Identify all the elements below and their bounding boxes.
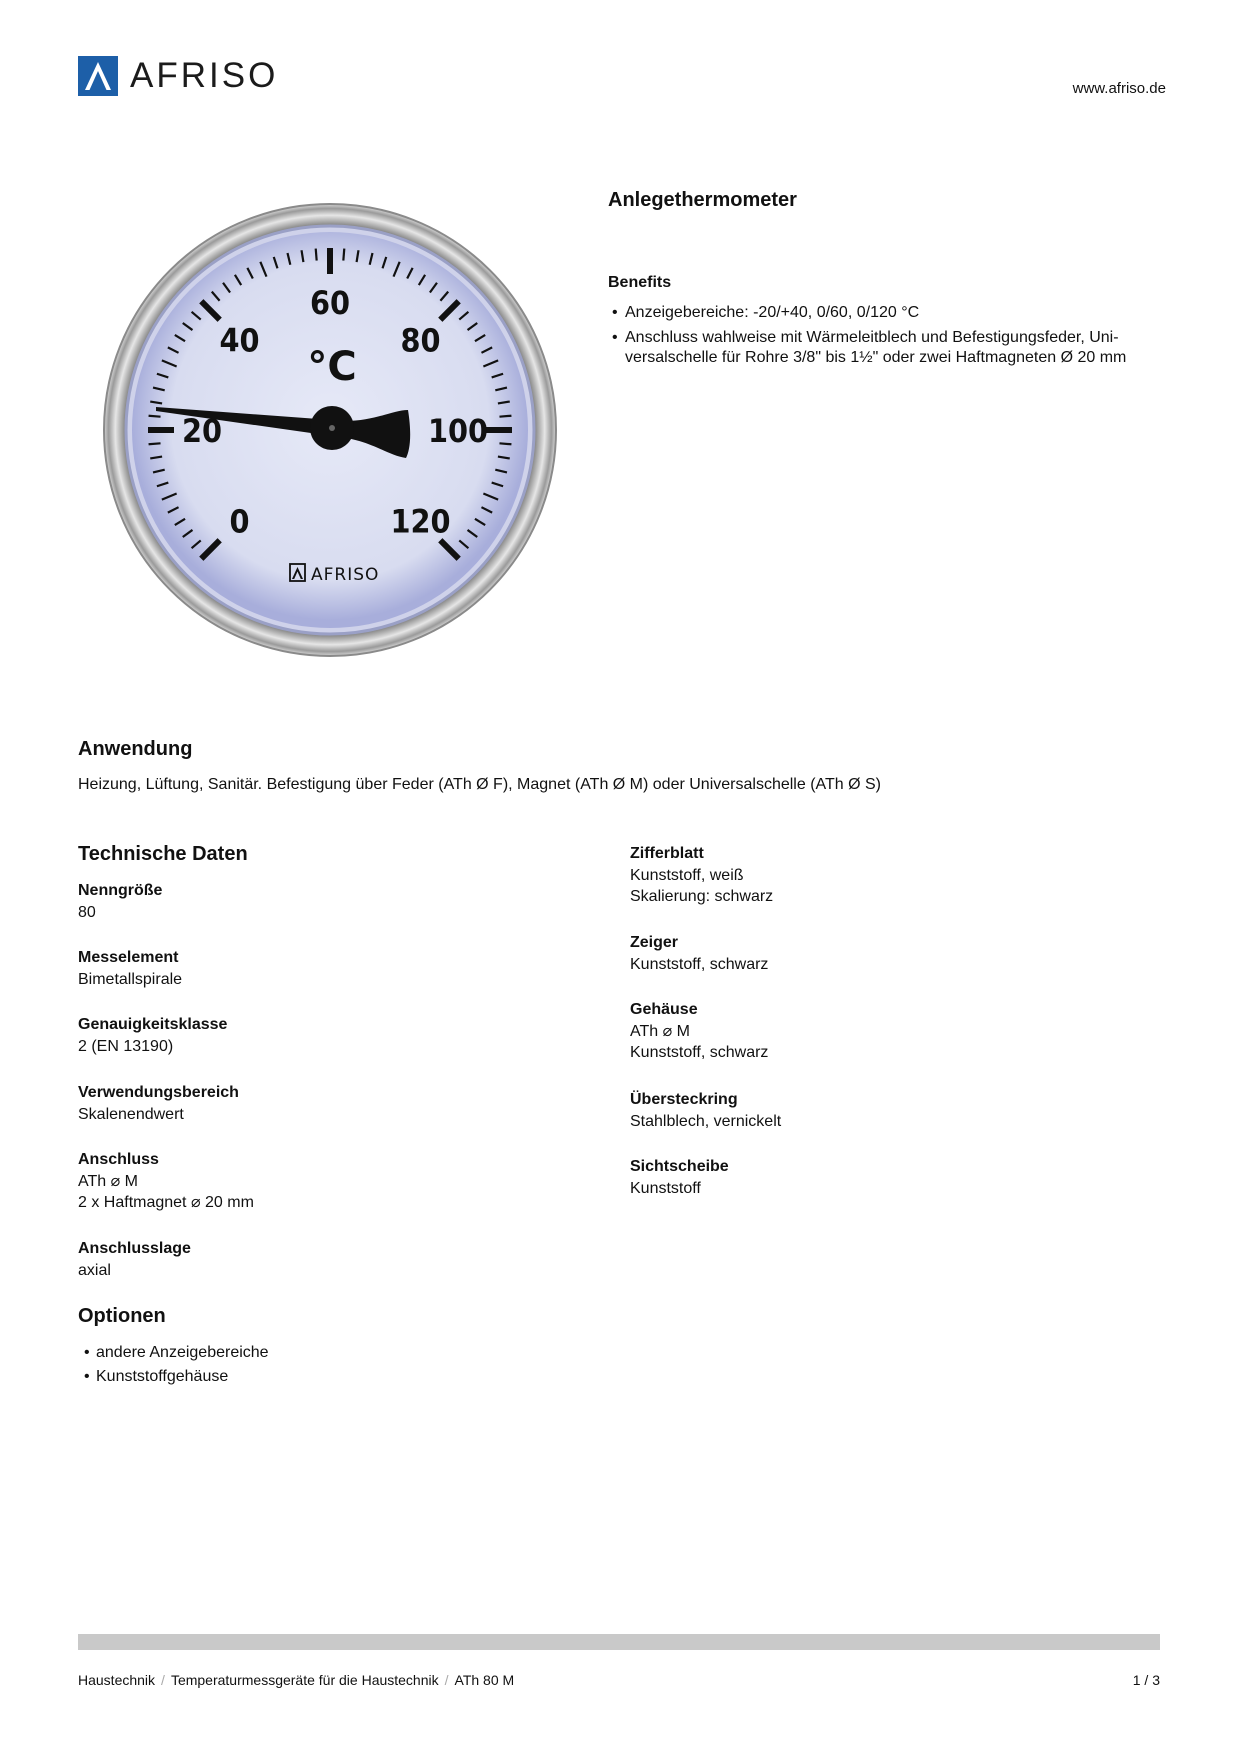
spec-sichtscheibe — [630, 1156, 729, 1199]
logo-text: AFRISO — [130, 56, 279, 95]
gauge-unit: °C — [307, 344, 357, 390]
spec-label: Anschluss — [78, 1151, 159, 1168]
minor-tick — [149, 443, 161, 444]
footer-divider-bar — [78, 1634, 1160, 1650]
minor-tick — [316, 249, 317, 261]
spec-gehaeuse — [630, 999, 768, 1064]
gauge-scale-label: 60 — [309, 284, 351, 322]
application-text: Heizung, Lüftung, Sanitär. Befestigung über Feder (ATh Ø F), Magnet (ATh Ø M) oder Universalschelle (ATh Ø S) — [78, 776, 882, 793]
spec-label: Zifferblatt — [630, 845, 704, 862]
benefits-heading: Benefits — [608, 274, 672, 291]
benefits-list — [612, 303, 1172, 373]
gauge-scale-label: 100 — [427, 412, 489, 450]
afriso-logo — [78, 56, 278, 96]
spec-value: Kunststoff — [630, 1179, 701, 1197]
spec-value: Kunststoff, schwarz — [630, 955, 769, 973]
breadcrumb-item[interactable]: ATh 80 M — [454, 1672, 515, 1688]
thermometer-gauge-image — [100, 200, 560, 660]
spec-value: Bimetallspirale — [78, 970, 183, 988]
gauge-brand-text: AFRISO — [311, 565, 380, 585]
spec-label: Nenngröße — [78, 882, 163, 899]
tech-data-heading: Technische Daten — [78, 843, 248, 865]
site-url[interactable]: www.afriso.de — [1072, 80, 1166, 97]
spec-anschlusslage — [78, 1238, 191, 1281]
spec-messelement — [78, 947, 182, 990]
spec-label: Gehäuse — [630, 1001, 698, 1018]
breadcrumb-separator: / — [444, 1672, 449, 1688]
gauge-scale-label: 80 — [400, 321, 441, 360]
spec-zifferblatt — [630, 843, 773, 908]
spec-zeiger — [630, 932, 768, 975]
spec-anschluss — [78, 1149, 254, 1214]
spec-value: ATh ⌀ M — [630, 1022, 691, 1040]
spec-label: Übersteckring — [630, 1091, 738, 1108]
spec-value: 2 (EN 13190) — [78, 1037, 174, 1055]
gauge-scale-label: 120 — [390, 502, 451, 541]
breadcrumb-separator: / — [161, 1672, 165, 1688]
options-heading: Optionen — [78, 1305, 166, 1327]
gauge-scale-label: 20 — [181, 412, 223, 450]
afriso-logo-icon — [78, 56, 118, 96]
spec-value: axial — [78, 1261, 111, 1279]
spec-value: Skalierung: schwarz — [630, 888, 774, 905]
breadcrumb-item[interactable]: Haustechnik — [78, 1672, 156, 1688]
benefit-item: • Anzeigebereiche: -20/+40, 0/60, 0/120 °C — [612, 303, 1172, 323]
breadcrumb-item[interactable]: Temperaturmessgeräte für die Haustechnik — [170, 1672, 439, 1688]
page-number: 1 / 3 — [1132, 1672, 1160, 1688]
benefit-item: • Anschluss wahlweise mit Wärmeleitblech und Befestigungsfeder, Uni-versalschelle für Rohre 3/8" bis 1½" oder zwei Haftmagneten Ø 20 mm — [612, 328, 1172, 368]
gauge-scale-label: 40 — [219, 321, 260, 360]
spec-verwendungsbereich — [78, 1082, 239, 1125]
spec-label: Anschlusslage — [78, 1240, 191, 1257]
spec-label: Messelement — [78, 949, 179, 966]
minor-tick — [343, 249, 344, 261]
spec-label: Zeiger — [630, 934, 679, 951]
gauge-scale-label: 0 — [229, 502, 250, 541]
spec-label: Verwendungsbereich — [78, 1084, 239, 1101]
spec-label: Sichtscheibe — [630, 1158, 729, 1175]
options-list — [80, 1341, 269, 1389]
breadcrumb — [78, 1672, 514, 1688]
spec-value: 80 — [78, 903, 96, 921]
minor-tick — [499, 443, 511, 444]
spec-value: ATh ⌀ M — [78, 1172, 139, 1190]
minor-tick — [499, 416, 511, 417]
spec-value: Kunststoff, weiß — [630, 866, 744, 884]
spec-nenngroesse — [78, 880, 162, 923]
spec-value: Skalenendwert — [78, 1105, 184, 1123]
minor-tick — [149, 416, 161, 417]
spec-label: Genauigkeitsklasse — [78, 1016, 228, 1033]
spec-value: Kunststoff, schwarz — [630, 1044, 769, 1061]
option-item: • andere Anzeigebereiche — [80, 1341, 269, 1365]
option-item: • Kunststoffgehäuse — [80, 1365, 269, 1389]
spec-genauigkeitsklasse — [78, 1014, 227, 1057]
spec-value: Stahlblech, vernickelt — [630, 1112, 782, 1130]
spec-uebersteckring — [630, 1089, 781, 1132]
application-heading: Anwendung — [78, 738, 193, 760]
product-title: Anlegethermometer — [608, 189, 797, 211]
spec-value: 2 x Haftmagnet ⌀ 20 mm — [78, 1194, 254, 1211]
